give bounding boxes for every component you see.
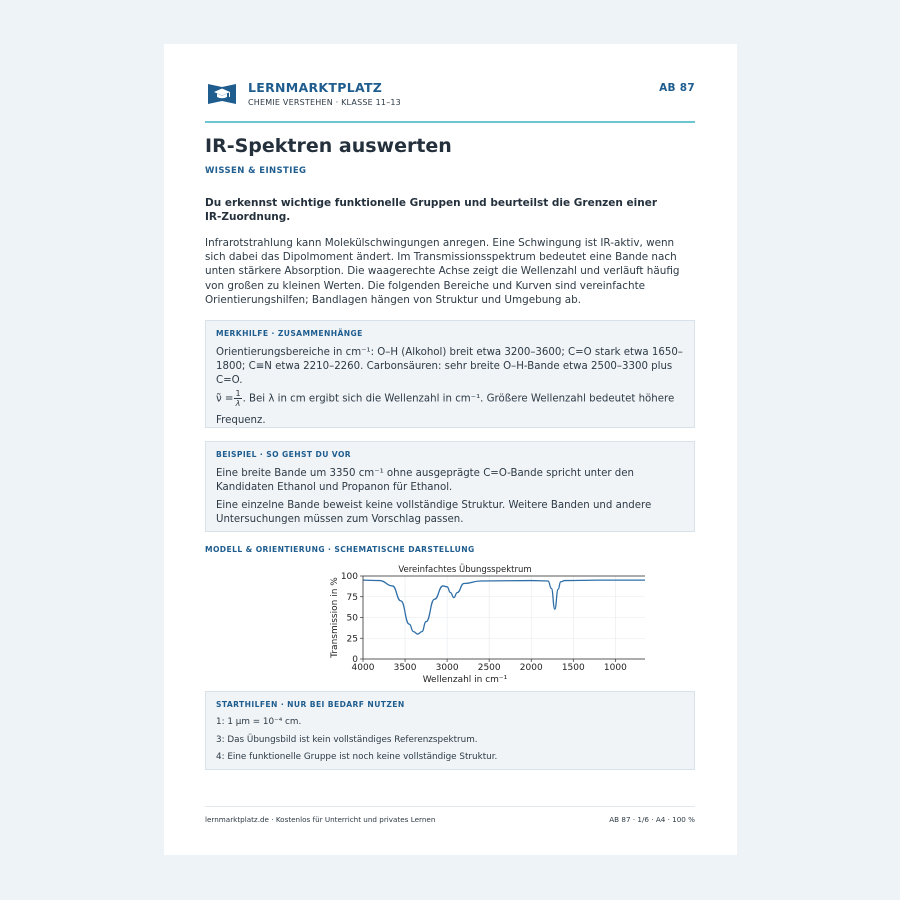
chart-x-tick-label: 1500 xyxy=(561,663,585,673)
formula-fraction xyxy=(234,389,241,408)
chart-x-tick-label: 2000 xyxy=(519,663,543,673)
chart-y-tick-label: 75 xyxy=(346,592,358,603)
lead-text: Du erkennst wichtige funktionelle Gruppen und beurteilst die Grenzen einer IR-Zuordnung. xyxy=(205,197,658,223)
chart-x-tick-label: 3500 xyxy=(393,663,417,673)
merkhilfe-continuation: Frequenz. xyxy=(216,415,266,426)
page-header xyxy=(205,80,695,120)
merkhilfe-text: Orientierungsbereiche in cm⁻¹: O–H (Alkohol) breit etwa 3200–3600; C=O stark etwa 1650–1800; C≡N etwa 2210–2260. Carbonsäuren: sehr breite O–H-Bande etwa 2500–3300 plus C=O. xyxy=(216,347,683,386)
section-kicker: WISSEN & EINSTIEG xyxy=(205,166,307,176)
formula-numerator: 1 xyxy=(235,389,241,398)
chart-title: Vereinfachtes Übungsspektrum xyxy=(398,565,532,575)
chart-x-axis-label: Wellenzahl in cm⁻¹ xyxy=(422,675,508,685)
page-title: IR-Spektren auswerten xyxy=(205,135,452,157)
hint-item: 3: Das Übungsbild ist kein vollständiges Referenzspektrum. xyxy=(216,734,478,745)
beispiel-text-2: Eine einzelne Bande beweist keine vollständige Struktur. Weitere Banden und andere Untersuchungen müssen zum Vorschlag passen. xyxy=(216,500,652,525)
beispiel-label: BEISPIEL · SO GEHST DU VOR xyxy=(216,450,352,459)
footer-page-info: AB 87 · 1/6 · A4 · 100 % xyxy=(609,815,695,824)
chart-x-tick-label: 1000 xyxy=(603,663,627,673)
formula-denominator: λ xyxy=(235,399,241,408)
worksheet-page xyxy=(164,44,737,855)
chart-ticks xyxy=(341,572,627,673)
merkhilfe-label: MERKHILFE · ZUSAMMENHÄNGE xyxy=(216,329,363,338)
beispiel-box xyxy=(205,441,695,532)
chart-y-tick-label: 100 xyxy=(340,572,358,583)
beispiel-text-1: Eine breite Bande um 3350 cm⁻¹ ohne ausgeprägte C=O-Bande spricht unter den Kandidaten Ethanol und Propanon für Ethanol. xyxy=(216,468,634,493)
starthilfen-box xyxy=(205,691,695,770)
formula-explanation: . Bei λ in cm ergibt sich die Wellenzahl in cm⁻¹. Größere Wellenzahl bedeutet höhere xyxy=(242,393,675,405)
chart-y-tick-label: 50 xyxy=(346,613,358,624)
chart-y-tick-label: 25 xyxy=(346,634,358,645)
header-divider xyxy=(205,121,695,123)
hint-item: 1: 1 µm = 10⁻⁴ cm. xyxy=(216,717,302,727)
chart-y-tick-label: 0 xyxy=(352,655,358,666)
intro-paragraph: Infrarotstrahlung kann Molekülschwingungen anregen. Eine Schwingung ist IR-aktiv, wenn sich dabei das Dipolmoment ändert. Im Transmissionsspektrum bedeutet eine Bande nach unten stärkere Absorption. Die waagerechte Achse zeigt die Wellenzahl und verläuft häufig von großen zu kleinen Werten. Die folgenden Bereiche und Kurven sind vereinfachte Orientierungshilfen; Bandlagen hängen von Struktur und Umgebung ab. xyxy=(205,237,680,306)
merkhilfe-box xyxy=(205,320,695,428)
chart-y-axis-label: Transmission in % xyxy=(330,577,340,658)
model-label: MODELL & ORIENTIERUNG · SCHEMATISCHE DARSTELLUNG xyxy=(205,545,475,554)
footer-divider xyxy=(205,806,695,807)
brand-name: LERNMARKTPLATZ xyxy=(248,80,383,95)
hint-item: 4: Eine funktionelle Gruppe ist noch keine vollständige Struktur. xyxy=(216,752,498,762)
formula-lhs: ν̃ = xyxy=(216,393,234,405)
chart-grid xyxy=(363,576,645,659)
sheet-id: AB 87 xyxy=(659,82,695,94)
chart-x-tick-label: 2500 xyxy=(477,663,501,673)
starthilfen-label: STARTHILFEN · NUR BEI BEDARF NUTZEN xyxy=(216,700,405,709)
brand-subtitle: CHEMIE VERSTEHEN · KLASSE 11–13 xyxy=(248,98,401,107)
book-cap-icon xyxy=(207,81,237,105)
merkhilfe-formula-line xyxy=(216,389,684,408)
chart-x-tick-label: 4000 xyxy=(351,663,375,673)
chart-x-tick-label: 3000 xyxy=(435,663,459,673)
footer-site: lernmarktplatz.de · Kostenlos für Unterricht und privates Lernen xyxy=(205,815,436,824)
ir-spectrum-chart xyxy=(265,560,645,690)
